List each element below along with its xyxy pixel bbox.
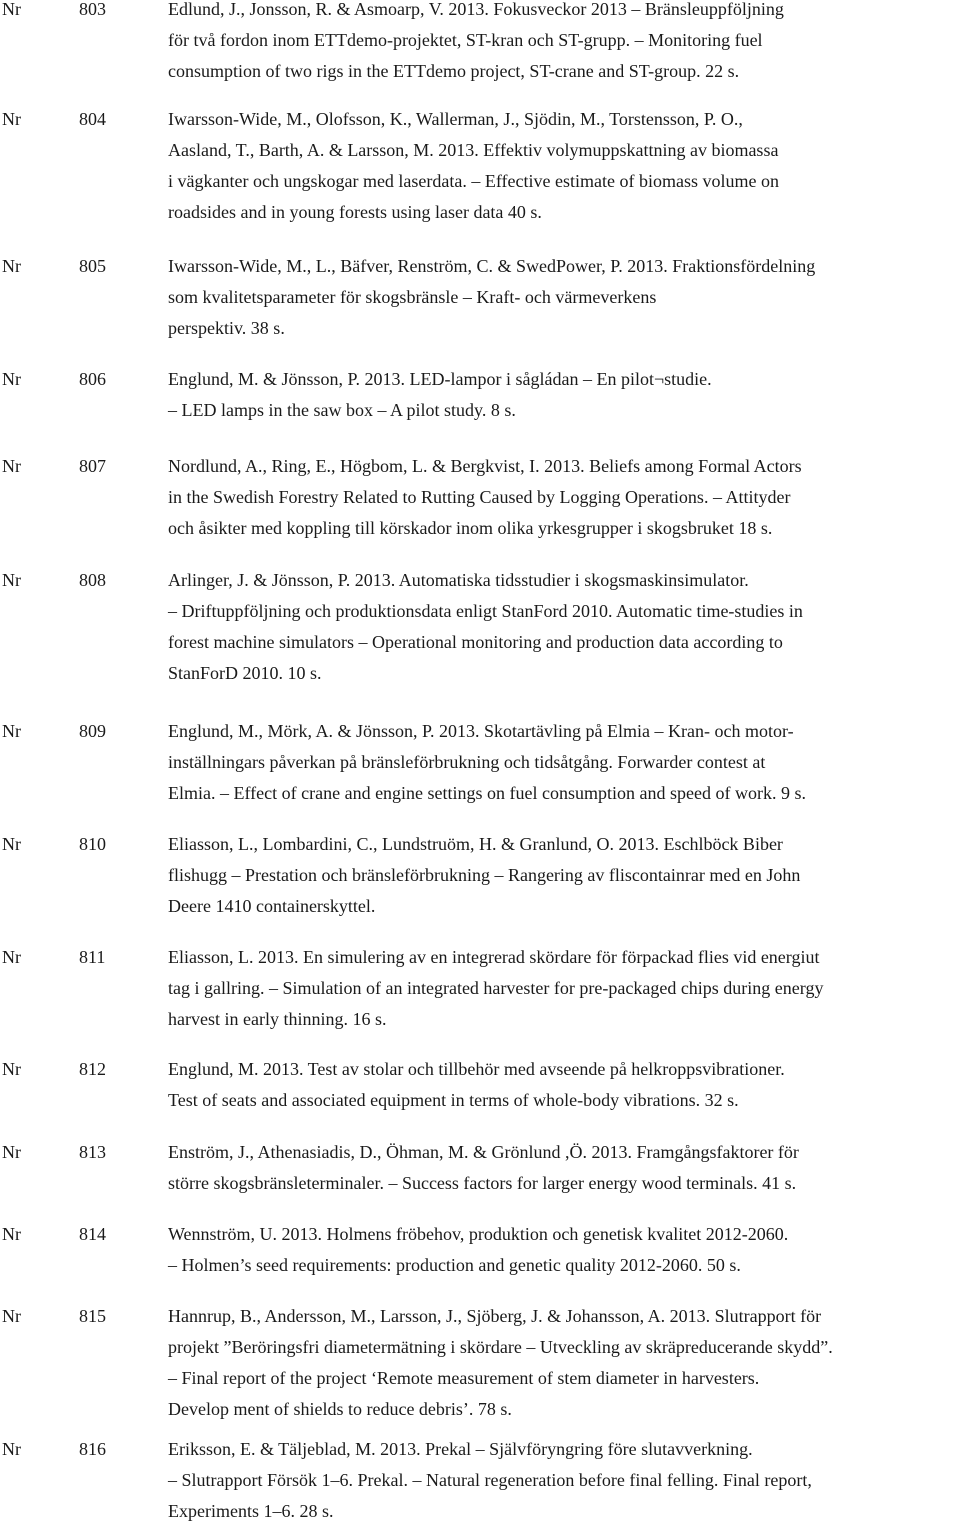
entry-text — [168, 451, 958, 544]
entry-number: 803 — [79, 0, 106, 19]
entry-number: 814 — [79, 1224, 106, 1244]
entry-line: i vägkanter och ungskogar med laserdata. – Effective estimate of biomass volume on — [168, 171, 779, 191]
entry-text — [168, 942, 958, 1035]
entry-line: Deere 1410 containerskyttel. — [168, 896, 376, 916]
entry-number: 812 — [79, 1059, 106, 1079]
entry-prefix: Nr — [2, 1142, 21, 1162]
entry-line: projekt ”Beröringsfri diametermätning i skördare – Utveckling av skräpreducerande skydd”. — [168, 1337, 833, 1357]
entry-text — [168, 1054, 958, 1116]
entry-text — [168, 1219, 958, 1281]
entry-line: – Final report of the project ‘Remote measurement of stem diameter in harvesters. — [168, 1368, 760, 1388]
entry-prefix: Nr — [2, 256, 21, 276]
entry-line: och åsikter med koppling till körskador inom olika yrkesgrupper i skogsbruket 18 s. — [168, 518, 773, 538]
entry-text — [168, 364, 958, 426]
entry-text — [168, 0, 958, 87]
entry-line: Edlund, J., Jonsson, R. & Asmoarp, V. 2013. Fokusveckor 2013 – Bränsleuppföljning — [168, 0, 784, 19]
entry-prefix: Nr — [2, 456, 21, 476]
entry-prefix: Nr — [2, 721, 21, 741]
entry-line: harvest in early thinning. 16 s. — [168, 1009, 387, 1029]
entry-number: 816 — [79, 1439, 106, 1459]
entry-number: 811 — [79, 947, 106, 967]
entry-number: 815 — [79, 1306, 106, 1326]
entry-number: 809 — [79, 721, 106, 741]
entry-line: – LED lamps in the saw box – A pilot study. 8 s. — [168, 400, 516, 420]
entry-line: roadsides and in young forests using laser data 40 s. — [168, 202, 542, 222]
entry-line: Englund, M., Mörk, A. & Jönsson, P. 2013. Skotartävling på Elmia – Kran- och motor- — [168, 721, 794, 741]
entry-line: – Driftuppföljning och produktionsdata enligt StanFord 2010. Automatic time-studies in — [168, 601, 803, 621]
entry-text — [168, 1301, 958, 1425]
entry-prefix: Nr — [2, 1224, 21, 1244]
entry-prefix: Nr — [2, 947, 21, 967]
entry-line: tag i gallring. – Simulation of an integrated harvester for pre-packaged chips during energy — [168, 978, 824, 998]
entry-text — [168, 829, 958, 922]
entry-number: 804 — [79, 109, 106, 129]
entry-line: – Slutrapport Försök 1–6. Prekal. – Natural regeneration before final felling. Final report, — [168, 1470, 812, 1490]
entry-line: större skogsbränsleterminaler. – Success factors for larger energy wood terminals. 41 s. — [168, 1173, 797, 1193]
entry-line: Iwarsson-Wide, M., L., Bäfver, Renström, C. & SwedPower, P. 2013. Fraktionsfördelning — [168, 256, 816, 276]
entry-line: Englund, M. & Jönsson, P. 2013. LED-lampor i sågládan – En pilot¬studie. — [168, 369, 712, 389]
entry-line: Wennström, U. 2013. Holmens fröbehov, produktion och genetisk kvalitet 2012-2060. — [168, 1224, 789, 1244]
entry-text — [168, 251, 958, 344]
entry-line: Eriksson, E. & Täljeblad, M. 2013. Prekal – Självföryngring före slutavverkning. — [168, 1439, 753, 1459]
entry-prefix: Nr — [2, 1059, 21, 1079]
entry-line: inställningars påverkan på bränsleförbrukning och tidsåtgång. Forwarder contest at — [168, 752, 766, 772]
entry-prefix: Nr — [2, 369, 21, 389]
entry-prefix: Nr — [2, 109, 21, 129]
entry-prefix: Nr — [2, 1306, 21, 1326]
entry-number: 808 — [79, 570, 106, 590]
entry-number: 813 — [79, 1142, 106, 1162]
entry-line: Enström, J., Athenasiadis, D., Öhman, M. & Grönlund ,Ö. 2013. Framgångsfaktorer för — [168, 1142, 799, 1162]
entry-number: 805 — [79, 256, 106, 276]
entry-prefix: Nr — [2, 834, 21, 854]
entry-line: som kvalitetsparameter för skogsbränsle – Kraft- och värmeverkens — [168, 287, 657, 307]
entry-text — [168, 1137, 958, 1199]
entry-line: Aasland, T., Barth, A. & Larsson, M. 2013. Effektiv volymuppskattning av biomassa — [168, 140, 779, 160]
entry-text — [168, 104, 958, 228]
entry-text — [168, 565, 958, 689]
entry-line: Test of seats and associated equipment in terms of whole-body vibrations. 32 s. — [168, 1090, 739, 1110]
entry-prefix: Nr — [2, 570, 21, 590]
entry-line: Experiments 1–6. 28 s. — [168, 1501, 334, 1521]
entry-line: in the Swedish Forestry Related to Rutting Caused by Logging Operations. – Attityder — [168, 487, 791, 507]
entry-line: – Holmen’s seed requirements: production and genetic quality 2012-2060. 50 s. — [168, 1255, 741, 1275]
entry-line: Iwarsson-Wide, M., Olofsson, K., Wallerman, J., Sjödin, M., Torstensson, P. O., — [168, 109, 743, 129]
entry-text — [168, 716, 958, 809]
entry-line: Eliasson, L., Lombardini, C., Lundstruöm, H. & Granlund, O. 2013. Eschlböck Biber — [168, 834, 783, 854]
entry-line: Hannrup, B., Andersson, M., Larsson, J., Sjöberg, J. & Johansson, A. 2013. Slutrapport för — [168, 1306, 822, 1326]
entry-line: flishugg – Prestation och bränsleförbrukning – Rangering av fliscontainrar med en John — [168, 865, 801, 885]
entry-line: perspektiv. 38 s. — [168, 318, 285, 338]
entry-number: 807 — [79, 456, 106, 476]
entry-number: 806 — [79, 369, 106, 389]
entry-line: Elmia. – Effect of crane and engine settings on fuel consumption and speed of work. 9 s. — [168, 783, 806, 803]
entry-line: Englund, M. 2013. Test av stolar och tillbehör med avseende på helkroppsvibrationer. — [168, 1059, 785, 1079]
entry-text — [168, 1434, 958, 1527]
entry-line: StanForD 2010. 10 s. — [168, 663, 322, 683]
entry-line: consumption of two rigs in the ETTdemo project, ST-crane and ST-group. 22 s. — [168, 61, 740, 81]
entry-line: Develop ment of shields to reduce debris’. 78 s. — [168, 1399, 512, 1419]
entry-line: Eliasson, L. 2013. En simulering av en integrerad skördare för förpackad flies vid energiut — [168, 947, 820, 967]
entry-prefix: Nr — [2, 1439, 21, 1459]
entry-prefix: Nr — [2, 0, 21, 19]
entry-line: Arlinger, J. & Jönsson, P. 2013. Automatiska tidsstudier i skogsmaskinsimulator. — [168, 570, 749, 590]
entry-line: för två fordon inom ETTdemo-projektet, ST-kran och ST-grupp. – Monitoring fuel — [168, 30, 763, 50]
entry-line: forest machine simulators – Operational monitoring and production data according to — [168, 632, 783, 652]
entry-number: 810 — [79, 834, 106, 854]
entry-line: Nordlund, A., Ring, E., Högbom, L. & Bergkvist, I. 2013. Beliefs among Formal Actors — [168, 456, 802, 476]
